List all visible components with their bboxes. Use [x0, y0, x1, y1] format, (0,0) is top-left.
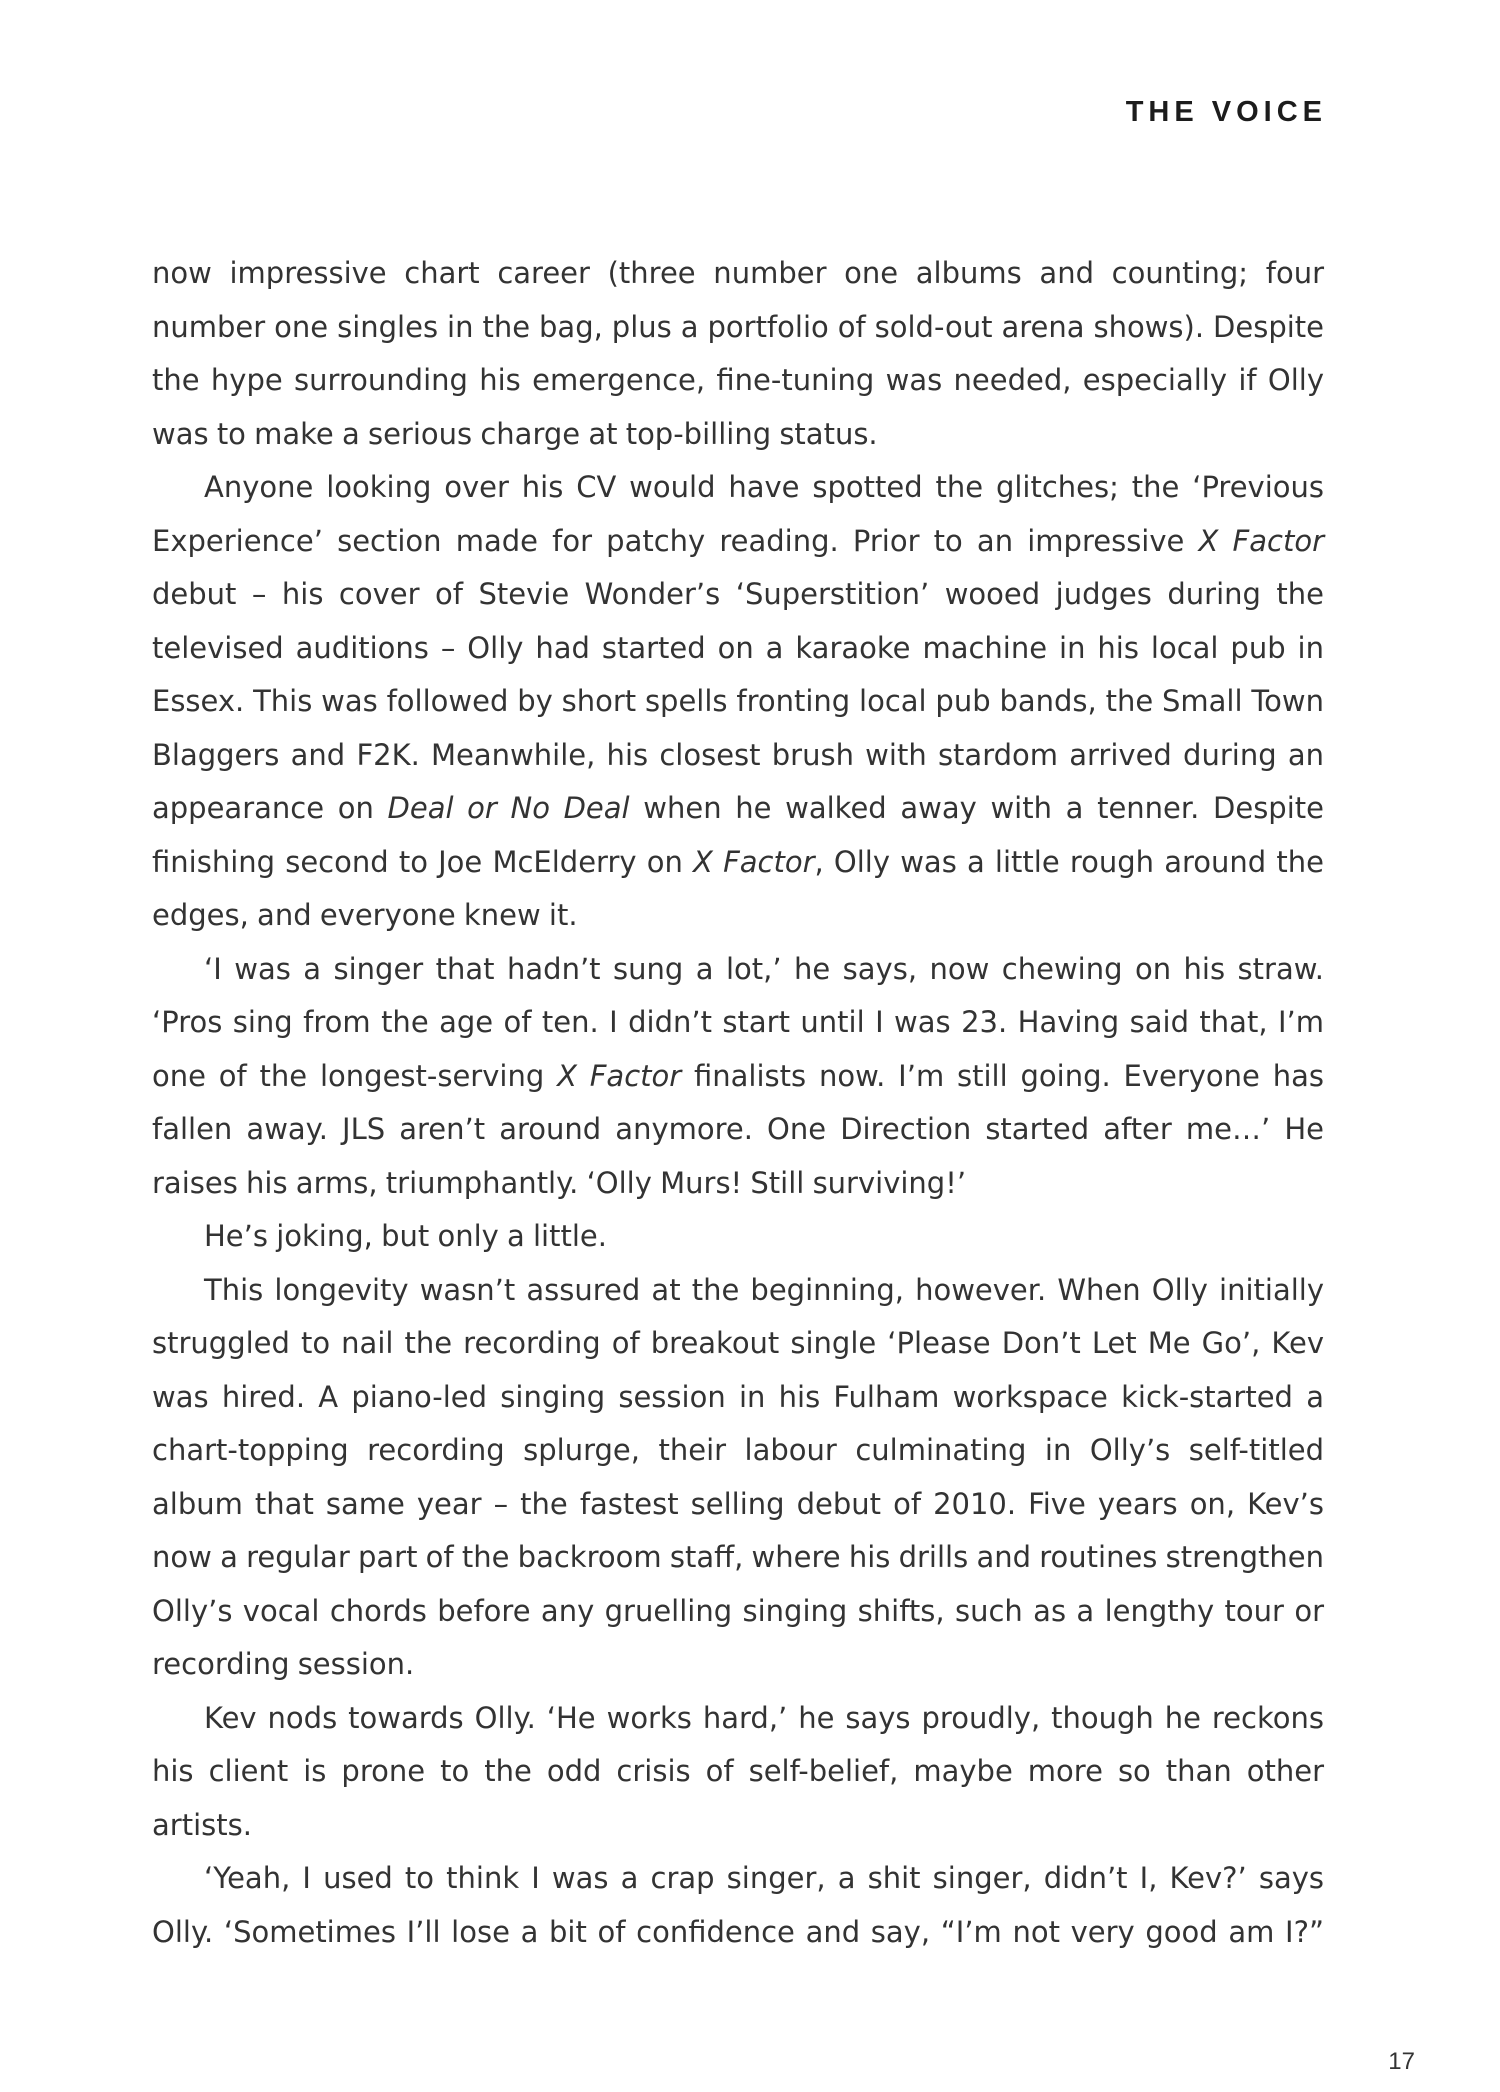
- text-run: finalists now. I’m still going. Everyone has fallen away. JLS aren’t around anymore. One Direction started after me…’ He raises his arms, triumphantly. ‘Olly Murs! Still surviving!’: [152, 1058, 1324, 1200]
- paragraph: [152, 1264, 1324, 1692]
- text-run: Kev nods towards Olly. ‘He works hard,’ he says proudly, though he reckons his client is prone to the odd crisis of self-belief, maybe more so than other artists.: [152, 1700, 1324, 1842]
- text-run: ‘I was a singer that hadn’t sung a lot,’ he says, now chewing on his straw. ‘Pros sing from the age of ten. I didn’t start until I was 23. Having said that, I’m one of the longest-serving: [152, 951, 1324, 1093]
- italic-title: X Factor: [1198, 523, 1324, 558]
- paragraph: [152, 1210, 1324, 1264]
- text-run: , Olly was a little rough around the edges, and everyone knew it.: [152, 844, 1324, 932]
- italic-title: X Factor: [693, 844, 815, 879]
- paragraph: [152, 461, 1324, 943]
- italic-title: Deal or No Deal: [387, 791, 630, 825]
- running-head: THE VOICE: [1125, 96, 1327, 128]
- body-text: [152, 247, 1324, 1959]
- paragraph: [152, 1852, 1324, 1959]
- text-run: Anyone looking over his CV would have spotted the glitches; the ‘Previous Experience’ section made for patchy reading. Prior to an impressive: [152, 470, 1324, 558]
- text-run: now impressive chart career (three number one albums and counting; four number one singles in the bag, plus a portfolio of sold-out arena shows). Despite the hype surrounding his emergence, fine-tuning was needed, especially if Olly was to make a serious charge at top-billing status.: [152, 256, 1324, 451]
- text-run: when he walked away with a tenner. Despite finishing second to Joe McElderry on: [152, 791, 1324, 879]
- text-run: He’s joking, but only a little.: [204, 1219, 607, 1253]
- text-run: ‘Yeah, I used to think I was a crap singer, a shit singer, didn’t I, Kev?’ says Olly. ‘Sometimes I’ll lose a bit of confidence and say, “I’m not very good am I?”: [152, 1861, 1324, 1949]
- paragraph: [152, 943, 1324, 1211]
- paragraph: [152, 247, 1324, 461]
- text-run: This longevity wasn’t assured at the beginning, however. When Olly initially struggled to nail the recording of breakout single ‘Please Don’t Let Me Go’, Kev was hired. A piano-led singing session in his Fulham workspace kick-started a chart-topping recording splurge, their labour culminating in Olly’s self-titled album that same year – the fastest selling debut of 2010. Five years on, Kev’s now a regular part of the backroom staff, where his drills and routines strengthen Olly’s vocal chords before any gruelling singing shifts, such as a lengthy tour or recording session.: [152, 1272, 1324, 1681]
- italic-title: X Factor: [557, 1058, 682, 1093]
- text-run: debut – his cover of Stevie Wonder’s ‘Superstition’ wooed judges during the televised auditions – Olly had started on a karaoke machine in his local pub in Essex. This was followed by short spells fronting local pub bands, the Small Town Blaggers and F2K. Meanwhile, his closest brush with stardom arrived during an appearance on: [152, 577, 1324, 825]
- paragraph: [152, 1692, 1324, 1853]
- page-number: 17: [1388, 2048, 1415, 2075]
